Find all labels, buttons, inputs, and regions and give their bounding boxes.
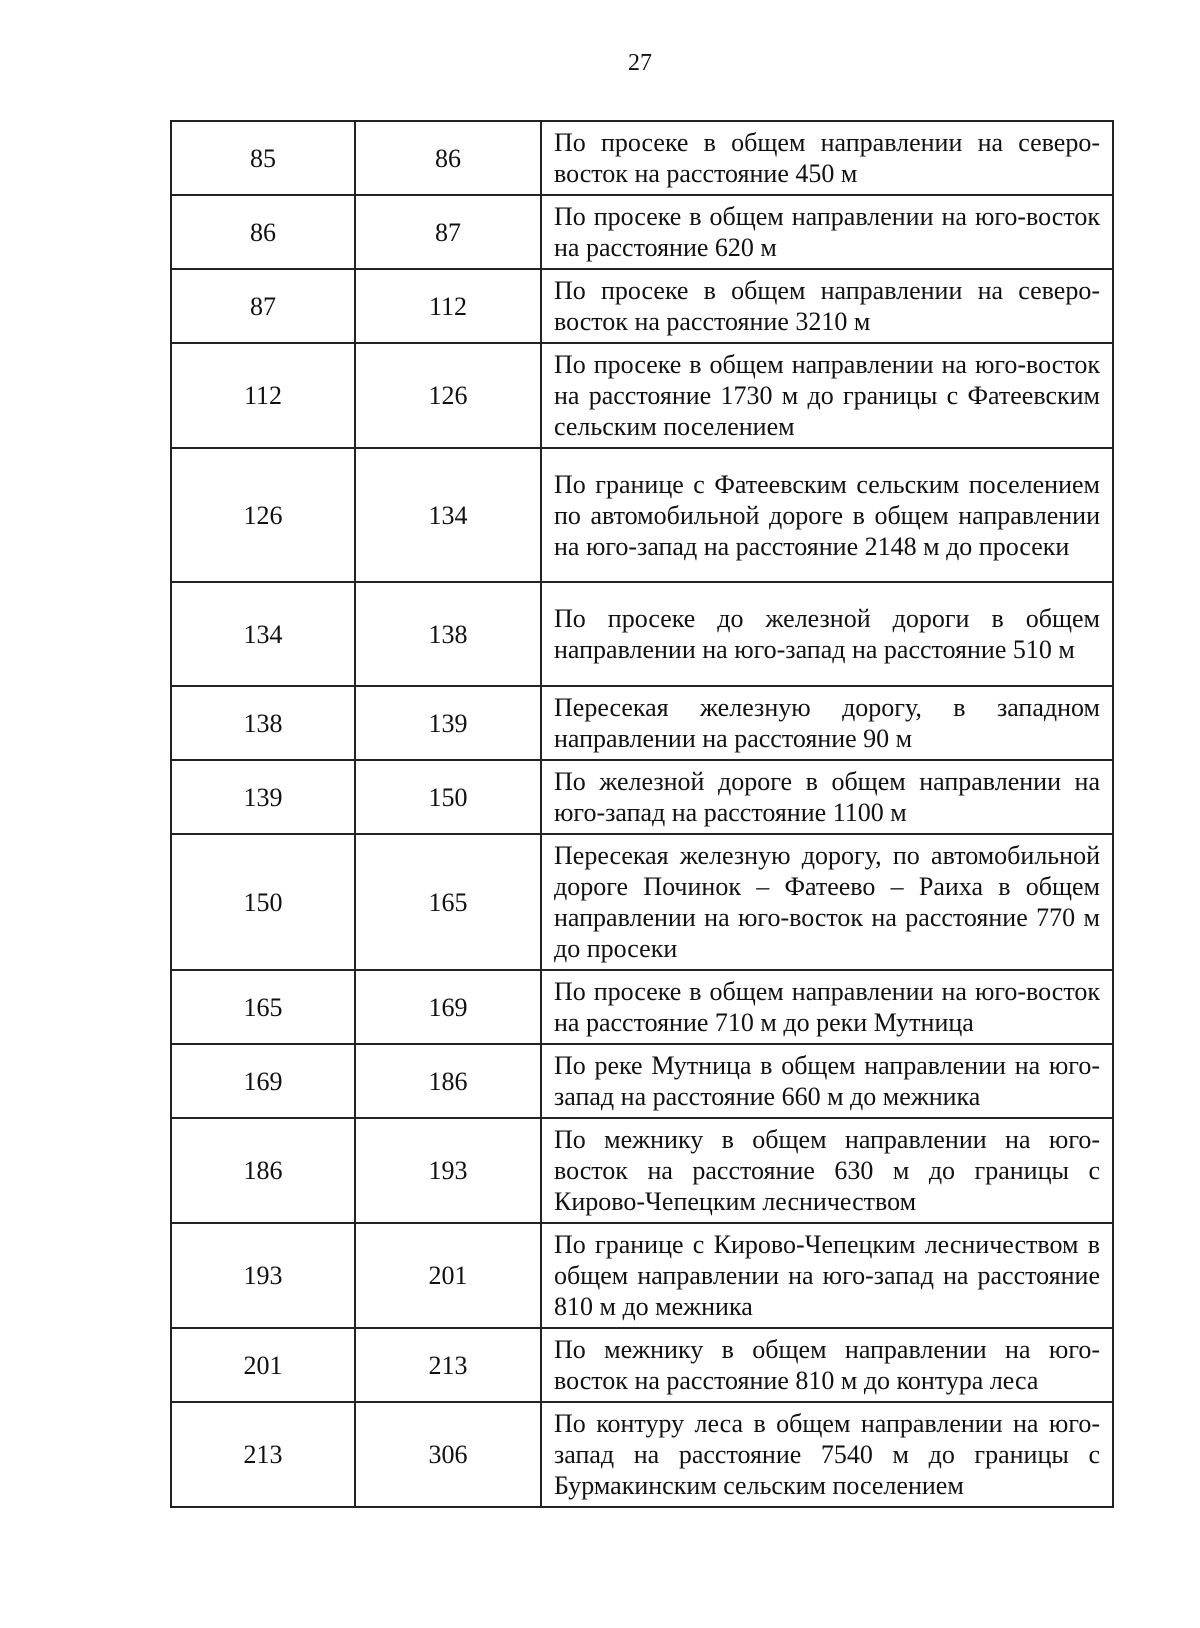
table-row xyxy=(171,1118,1113,1223)
point-to: 134 xyxy=(355,448,541,582)
point-to: 169 xyxy=(355,970,541,1044)
segment-description: По межнику в общем направлении на юго-восток на расстояние 810 м до контура леса xyxy=(541,1328,1113,1402)
point-to: 87 xyxy=(355,195,541,269)
segment-description: По границе с Фатеевским сельским поселением по автомобильной дороге в общем направлении на юго-запад на расстояние 2148 м до просеки xyxy=(541,448,1113,582)
segment-description: По межнику в общем направлении на юго-восток на расстояние 630 м до границы с Кирово-Чепецким лесничеством xyxy=(541,1118,1113,1223)
table-row xyxy=(171,1044,1113,1118)
segment-description: По просеке в общем направлении на северо-восток на расстояние 450 м xyxy=(541,121,1113,195)
point-from: 112 xyxy=(171,343,355,448)
table-row xyxy=(171,121,1113,195)
table-row xyxy=(171,448,1113,582)
table-row xyxy=(171,970,1113,1044)
segment-description: По просеке в общем направлении на юго-восток на расстояние 620 м xyxy=(541,195,1113,269)
point-to: 186 xyxy=(355,1044,541,1118)
point-from: 150 xyxy=(171,834,355,970)
point-from: 193 xyxy=(171,1223,355,1328)
page-number: 27 xyxy=(628,50,652,76)
table-row xyxy=(171,760,1113,834)
segment-description: По границе с Кирово-Чепецким лесничеством в общем направлении на юго-запад на расстояние 810 м до межника xyxy=(541,1223,1113,1328)
segment-description: По железной дороге в общем направлении на юго-запад на расстояние 1100 м xyxy=(541,760,1113,834)
segment-description: По просеке в общем направлении на северо-восток на расстояние 3210 м xyxy=(541,269,1113,343)
point-from: 87 xyxy=(171,269,355,343)
point-to: 150 xyxy=(355,760,541,834)
point-from: 186 xyxy=(171,1118,355,1223)
point-from: 126 xyxy=(171,448,355,582)
point-from: 201 xyxy=(171,1328,355,1402)
table-row xyxy=(171,1328,1113,1402)
table-row xyxy=(171,686,1113,760)
point-to: 86 xyxy=(355,121,541,195)
segment-description: По реке Мутница в общем направлении на юго-запад на расстояние 660 м до межника xyxy=(541,1044,1113,1118)
point-from: 165 xyxy=(171,970,355,1044)
point-from: 139 xyxy=(171,760,355,834)
point-to: 213 xyxy=(355,1328,541,1402)
point-to: 193 xyxy=(355,1118,541,1223)
table-row xyxy=(171,834,1113,970)
segment-description: Пересекая железную дорогу, по автомобильной дороге Починок – Фатеево – Раиха в общем направлении на юго-восток на расстояние 770 м до просеки xyxy=(541,834,1113,970)
table-row xyxy=(171,343,1113,448)
point-from: 169 xyxy=(171,1044,355,1118)
point-to: 306 xyxy=(355,1402,541,1507)
point-from: 86 xyxy=(171,195,355,269)
table-row xyxy=(171,1402,1113,1507)
point-to: 138 xyxy=(355,582,541,686)
point-from: 213 xyxy=(171,1402,355,1507)
point-to: 201 xyxy=(355,1223,541,1328)
segment-description: По просеке в общем направлении на юго-восток на расстояние 1730 м до границы с Фатеевским сельским поселением xyxy=(541,343,1113,448)
table-body xyxy=(171,121,1113,1507)
point-to: 139 xyxy=(355,686,541,760)
boundary-table xyxy=(170,120,1114,1508)
table-row xyxy=(171,582,1113,686)
table-row xyxy=(171,1223,1113,1328)
segment-description: Пересекая железную дорогу, в западном направлении на расстояние 90 м xyxy=(541,686,1113,760)
point-from: 138 xyxy=(171,686,355,760)
point-to: 126 xyxy=(355,343,541,448)
point-from: 134 xyxy=(171,582,355,686)
table-row xyxy=(171,269,1113,343)
table-row xyxy=(171,195,1113,269)
point-to: 112 xyxy=(355,269,541,343)
point-to: 165 xyxy=(355,834,541,970)
point-from: 85 xyxy=(171,121,355,195)
segment-description: По контуру леса в общем направлении на юго-запад на расстояние 7540 м до границы с Бурмакинским сельским поселением xyxy=(541,1402,1113,1507)
segment-description: По просеке до железной дороги в общем направлении на юго-запад на расстояние 510 м xyxy=(541,582,1113,686)
segment-description: По просеке в общем направлении на юго-восток на расстояние 710 м до реки Мутница xyxy=(541,970,1113,1044)
